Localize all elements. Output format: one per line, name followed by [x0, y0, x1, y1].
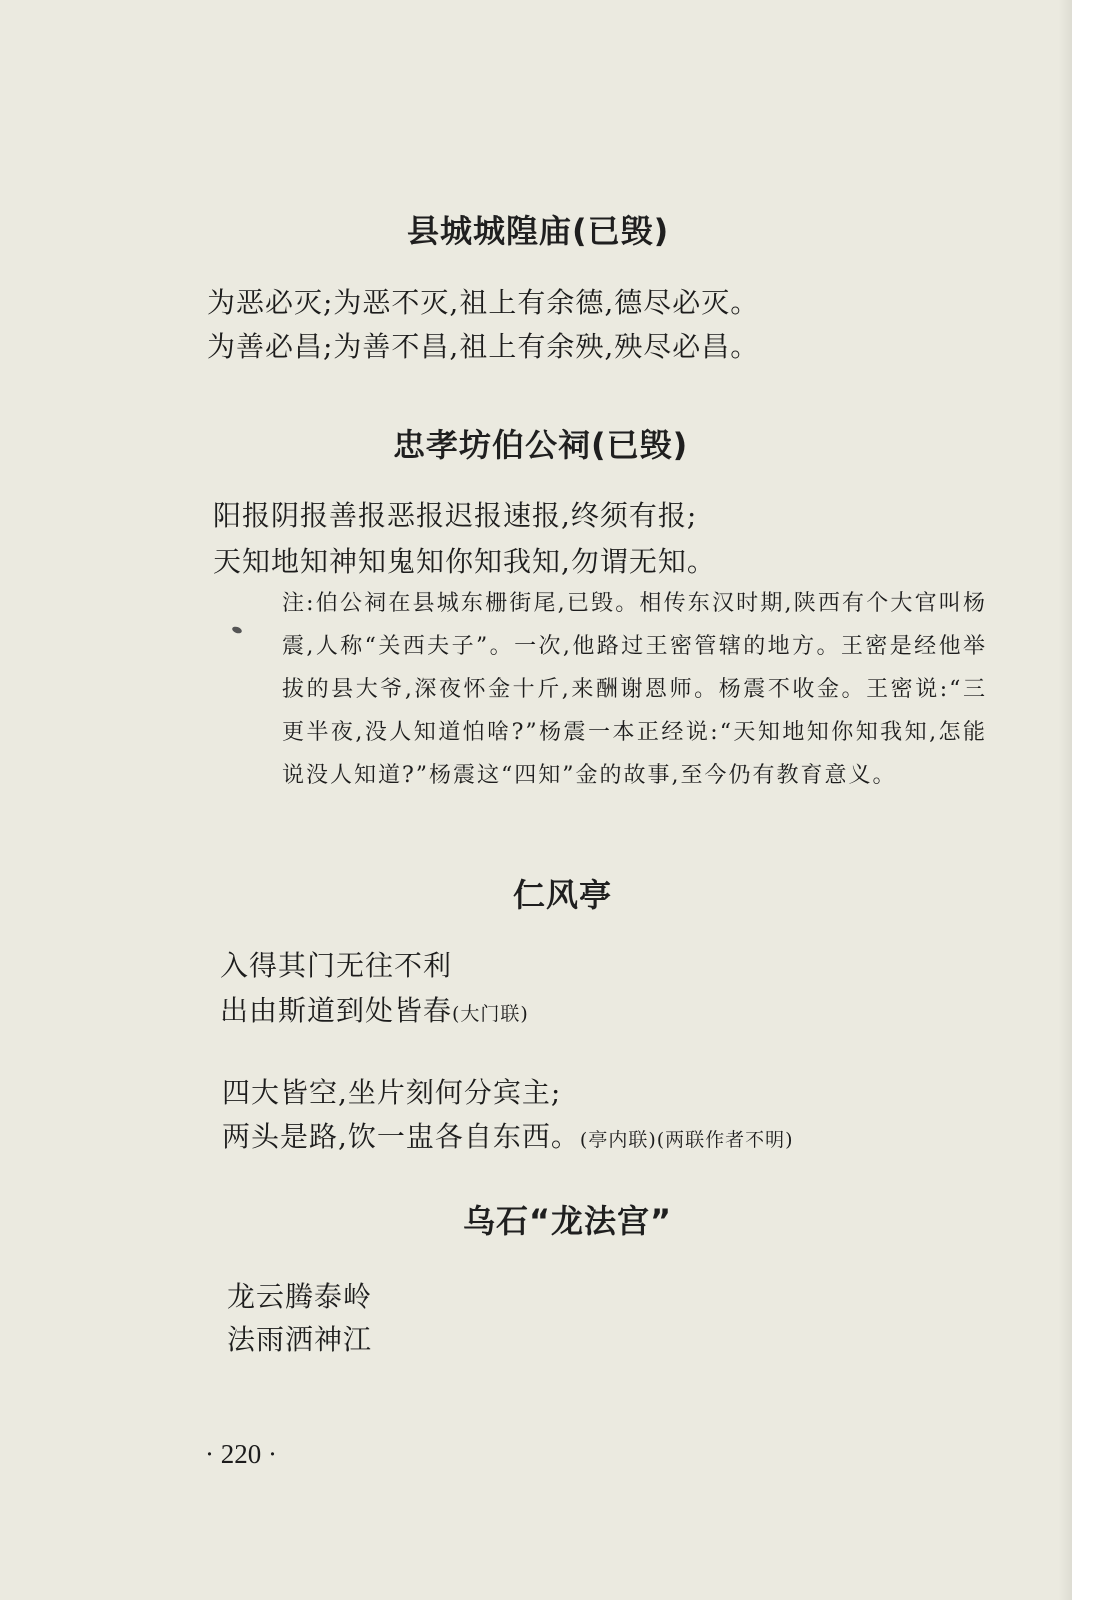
couplet-line: 四大皆空,坐片刻何分宾主;: [222, 1076, 562, 1109]
ink-speck: [231, 625, 242, 634]
couplet-text: 出由斯道到处皆春: [220, 994, 453, 1027]
section-title: 乌石“龙法宫”: [463, 1202, 673, 1240]
couplet-line: 为恶必灭;为恶不灭,祖上有余德,德尽必灭。: [207, 286, 760, 319]
couplet-line: [220, 989, 529, 1029]
couplet-line: 阳报阴报善报恶报迟报速报,终须有报;: [213, 499, 698, 532]
couplet-text: 两头是路,饮一盅各自东西。: [222, 1120, 580, 1153]
couplet-line: 龙云腾泰岭: [227, 1280, 373, 1313]
couplet-line: 法雨洒神江: [227, 1323, 373, 1356]
page-number: · 220 ·: [205, 1439, 277, 1469]
couplet-annotation: (亭内联)(两联作者不明): [579, 1129, 794, 1151]
section-title: 忠孝坊伯公祠(已毁): [393, 426, 689, 464]
section-title: 仁风亭: [513, 876, 613, 914]
couplet-line: 入得其门无往不利: [220, 949, 453, 982]
couplet-line: 为善必昌;为善不昌,祖上有余殃,殃尽必昌。: [207, 330, 760, 363]
section-title: 县城城隍庙(已毁): [407, 212, 670, 250]
couplet-line: [222, 1115, 794, 1155]
couplet-line: 天知地知神知鬼知你知我知,勿谓无知。: [213, 545, 716, 578]
couplet-annotation: (大门联): [452, 1003, 529, 1025]
annotation-note: 注:伯公祠在县城东栅街尾,已毁。相传东汉时期,陕西有个大官叫杨震,人称“关西夫子”。一次,他路过王密管辖的地方。王密是经他举拔的县大爷,深夜怀金十斤,来酬谢恩师。杨震不收金。王密说:“三更半夜,没人知道怕啥?”杨震一本正经说:“天知地知你知我知,怎能说没人知道?”杨震这“四知”金的故事,至今仍有教育意义。: [282, 591, 987, 788]
